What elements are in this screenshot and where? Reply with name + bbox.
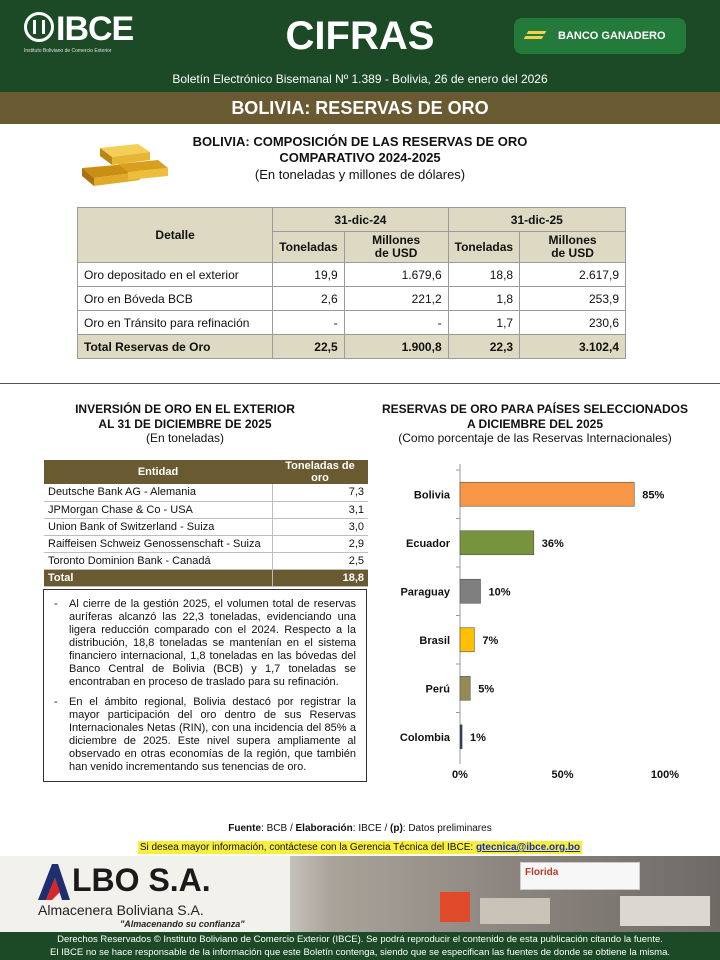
period-b-header: 31-dic-25 xyxy=(448,208,625,232)
footer xyxy=(0,932,720,960)
entity-cell: JPMorgan Chase & Co - USA xyxy=(44,501,272,518)
chart-category-label: Perú xyxy=(425,683,450,696)
reserves-chart-title xyxy=(375,402,695,432)
commentary-box xyxy=(43,589,367,782)
total-tons: 18,8 xyxy=(272,569,368,586)
table-row xyxy=(44,484,368,501)
table-row xyxy=(78,311,626,335)
chart-category-label: Paraguay xyxy=(400,586,450,599)
bulletin-info: Boletín Electrónico Bisemanal Nº 1.389 - Bolivia, 26 de enero del 2026 xyxy=(172,72,548,86)
col-entity-header: Entidad xyxy=(44,460,272,484)
contact-email-link[interactable]: gtecnica@ibce.org.bo xyxy=(475,842,581,853)
contact-text: Si desea mayor información, contáctese con la Gerencia Técnica del IBCE: xyxy=(139,842,474,853)
cell-usd-2024: 1.679,6 xyxy=(344,263,448,287)
main-table-title xyxy=(140,134,580,166)
section-title: BOLIVIA: RESERVAS DE ORO xyxy=(0,92,720,124)
chart-value-label: 36% xyxy=(541,537,564,550)
tons-cell: 2,5 xyxy=(272,552,368,569)
cell-usd-2025: 230,6 xyxy=(520,311,626,335)
cell-tons-2025: 1,7 xyxy=(448,311,519,335)
chart-value-label: 5% xyxy=(478,683,495,696)
main-title-line2: COMPARATIVO 2024-2025 xyxy=(279,150,441,165)
advertisement-banner[interactable] xyxy=(0,856,720,932)
forklift-image xyxy=(440,892,470,922)
chart-category-label: Ecuador xyxy=(405,537,450,550)
total-tons-2024: 22,5 xyxy=(273,335,344,359)
col-usd-header: Millones de USD xyxy=(344,232,448,263)
table-total-row xyxy=(78,335,626,359)
table-row xyxy=(78,287,626,311)
total-usd-2024: 1.900,8 xyxy=(344,335,448,359)
chart-title-line2: A DICIEMBRE DEL 2025 xyxy=(466,417,604,431)
investment-table xyxy=(44,460,368,587)
source-label: Fuente xyxy=(228,823,262,834)
sponsor-logo xyxy=(514,18,686,54)
ibce-logo-subtext: Instituto Boliviano de Comercio Exterior xyxy=(24,48,112,54)
footer-line2: El IBCE no se hace responsable de la información que este Boletín contenga, siendo que se especifican las fuentes de donde se obtiene la misma. xyxy=(49,947,670,958)
elaboration-text: : IBCE / xyxy=(352,823,390,834)
col-tons-header: Toneladas xyxy=(448,232,519,263)
ad-truck-image: Florida xyxy=(520,862,640,890)
tons-cell: 3,0 xyxy=(272,518,368,535)
bullet-dash: - xyxy=(54,696,58,708)
chart-category-label: Colombia xyxy=(399,731,450,744)
chart-value-label: 10% xyxy=(488,586,511,599)
cargo-image xyxy=(620,896,710,926)
main-table-subtitle: (En toneladas y millones de dólares) xyxy=(254,167,466,182)
cargo-image xyxy=(480,898,550,924)
sponsor-name: BANCO GANADERO xyxy=(558,30,666,42)
chart-value-label: 7% xyxy=(482,634,499,647)
bullet-dash: - xyxy=(54,598,58,610)
preliminary-text: : Datos preliminares xyxy=(402,823,492,834)
cell-tons-2025: 1,8 xyxy=(448,287,519,311)
cell-usd-2025: 2.617,9 xyxy=(520,263,626,287)
chart-category-label: Brasil xyxy=(419,634,450,647)
chart-x-tick-label: 50% xyxy=(551,769,574,781)
cell-tons-2025: 18,8 xyxy=(448,263,519,287)
main-title-line1: BOLIVIA: COMPOSICIÓN DE LAS RESERVAS DE ORO xyxy=(192,134,528,149)
table-row xyxy=(44,518,368,535)
page-title: CIFRAS xyxy=(285,14,435,58)
commentary-text: Al cierre de la gestión 2025, el volumen total de reservas auríferas alcanzó las 22,3 toneladas, evidenciando una ligera reducción comparado con el 2024. Respecto a la distribución, 18,8 toneladas se mantenían en el sistema financiero internacional, 1,8 toneladas en las bóvedas del Banco Central de Bolivia (BCB) y 1,7 toneladas se encontraban en proceso de traslado para su refinación. xyxy=(69,598,356,688)
period-a-header: 31-dic-24 xyxy=(273,208,448,232)
footer-line1: Derechos Reservados © Instituto Boliviano de Comercio Exterior (IBCE). Se podrá reproducir el contenido de esta publicación citando la fuente. xyxy=(57,934,663,945)
chart-value-label: 85% xyxy=(642,489,665,502)
cell-usd-2025: 253,9 xyxy=(520,287,626,311)
table-row xyxy=(44,552,368,569)
ibce-logo-text: IBCE xyxy=(56,10,134,48)
entity-cell: Union Bank of Switzerland - Suiza xyxy=(44,518,272,535)
cell-usd-2024: - xyxy=(344,311,448,335)
chart-bar xyxy=(460,725,462,749)
chart-bar xyxy=(460,579,481,603)
total-label: Total Reservas de Oro xyxy=(78,335,273,359)
cell-usd-2024: 221,2 xyxy=(344,287,448,311)
contact-highlight xyxy=(138,841,582,854)
entity-cell: Deutsche Bank AG - Alemania xyxy=(44,484,272,501)
cell-tons-2024: 19,9 xyxy=(273,263,344,287)
col-detail-header: Detalle xyxy=(78,208,273,263)
chart-x-tick-label: 0% xyxy=(452,769,468,781)
tons-cell: 3,1 xyxy=(272,501,368,518)
cell-tons-2024: - xyxy=(273,311,344,335)
investment-subtitle: (En toneladas) xyxy=(145,431,225,445)
header-bar xyxy=(0,0,720,92)
total-tons-2025: 22,3 xyxy=(448,335,519,359)
chart-bar xyxy=(460,531,534,555)
investment-title-line1: INVERSIÓN DE ORO EN EL EXTERIOR xyxy=(75,402,295,416)
chart-x-tick-label: 100% xyxy=(650,769,680,781)
reserves-bar-chart xyxy=(380,452,700,787)
chart-category-label: Bolivia xyxy=(413,489,450,502)
table-row xyxy=(44,535,368,552)
table-row xyxy=(78,263,626,287)
row-label: Oro depositado en el exterior xyxy=(78,263,273,287)
table-row xyxy=(44,501,368,518)
source-text: : BCB / xyxy=(261,823,296,834)
albo-logo-icon xyxy=(36,862,72,902)
investment-title-line2: AL 31 DE DICIEMBRE DE 2025 xyxy=(98,417,272,431)
ad-slogan: "Almacenando su confianza" xyxy=(120,919,245,929)
chart-value-label: 1% xyxy=(470,731,486,744)
commentary-item xyxy=(54,598,356,689)
cell-tons-2024: 2,6 xyxy=(273,287,344,311)
source-note xyxy=(0,823,720,834)
tons-cell: 2,9 xyxy=(272,535,368,552)
chart-bar xyxy=(460,676,470,700)
ad-brand-name: LBO S.A. xyxy=(72,862,211,898)
reserves-chart-subtitle: (Como porcentaje de las Reservas Internacionales) xyxy=(398,431,672,445)
chart-bar xyxy=(460,628,474,652)
chart-bar xyxy=(460,482,634,506)
entity-cell: Raiffeisen Schweiz Genossenschaft - Suiza xyxy=(44,535,272,552)
table-total-row xyxy=(44,569,368,586)
col-usd-header: Millones de USD xyxy=(520,232,626,263)
chart-title-line1: RESERVAS DE ORO PARA PAÍSES SELECCIONADOS xyxy=(381,402,689,416)
total-usd-2025: 3.102,4 xyxy=(520,335,626,359)
investment-title xyxy=(40,402,330,432)
section-divider xyxy=(0,383,720,384)
commentary-item xyxy=(54,696,356,774)
reserves-composition-table xyxy=(77,207,626,359)
col-tons-header: Toneladas de oro xyxy=(272,460,368,484)
entity-cell: Toronto Dominion Bank - Canadá xyxy=(44,552,272,569)
bank-mark-icon xyxy=(524,31,547,39)
elaboration-label: Elaboración xyxy=(295,823,353,834)
commentary-text: En el ámbito regional, Bolivia destacó por registrar la mayor participación del oro dentro de sus Reservas Internacionales Netas (RIN), con una incidencia del 85% a diciembre de 2025. Este nivel supera ampliamente al observado en otras economías de la región, que también han venido incrementando sus tenencias de oro. xyxy=(69,696,356,773)
preliminary-label: (p) xyxy=(390,823,403,834)
tons-cell: 7,3 xyxy=(272,484,368,501)
ad-brand-fullname: Almacenera Boliviana S.A. xyxy=(38,902,204,918)
row-label: Oro en Tránsito para refinación xyxy=(78,311,273,335)
contact-note xyxy=(0,840,720,856)
col-tons-header: Toneladas xyxy=(273,232,344,263)
total-label: Total xyxy=(44,569,272,586)
row-label: Oro en Bóveda BCB xyxy=(78,287,273,311)
